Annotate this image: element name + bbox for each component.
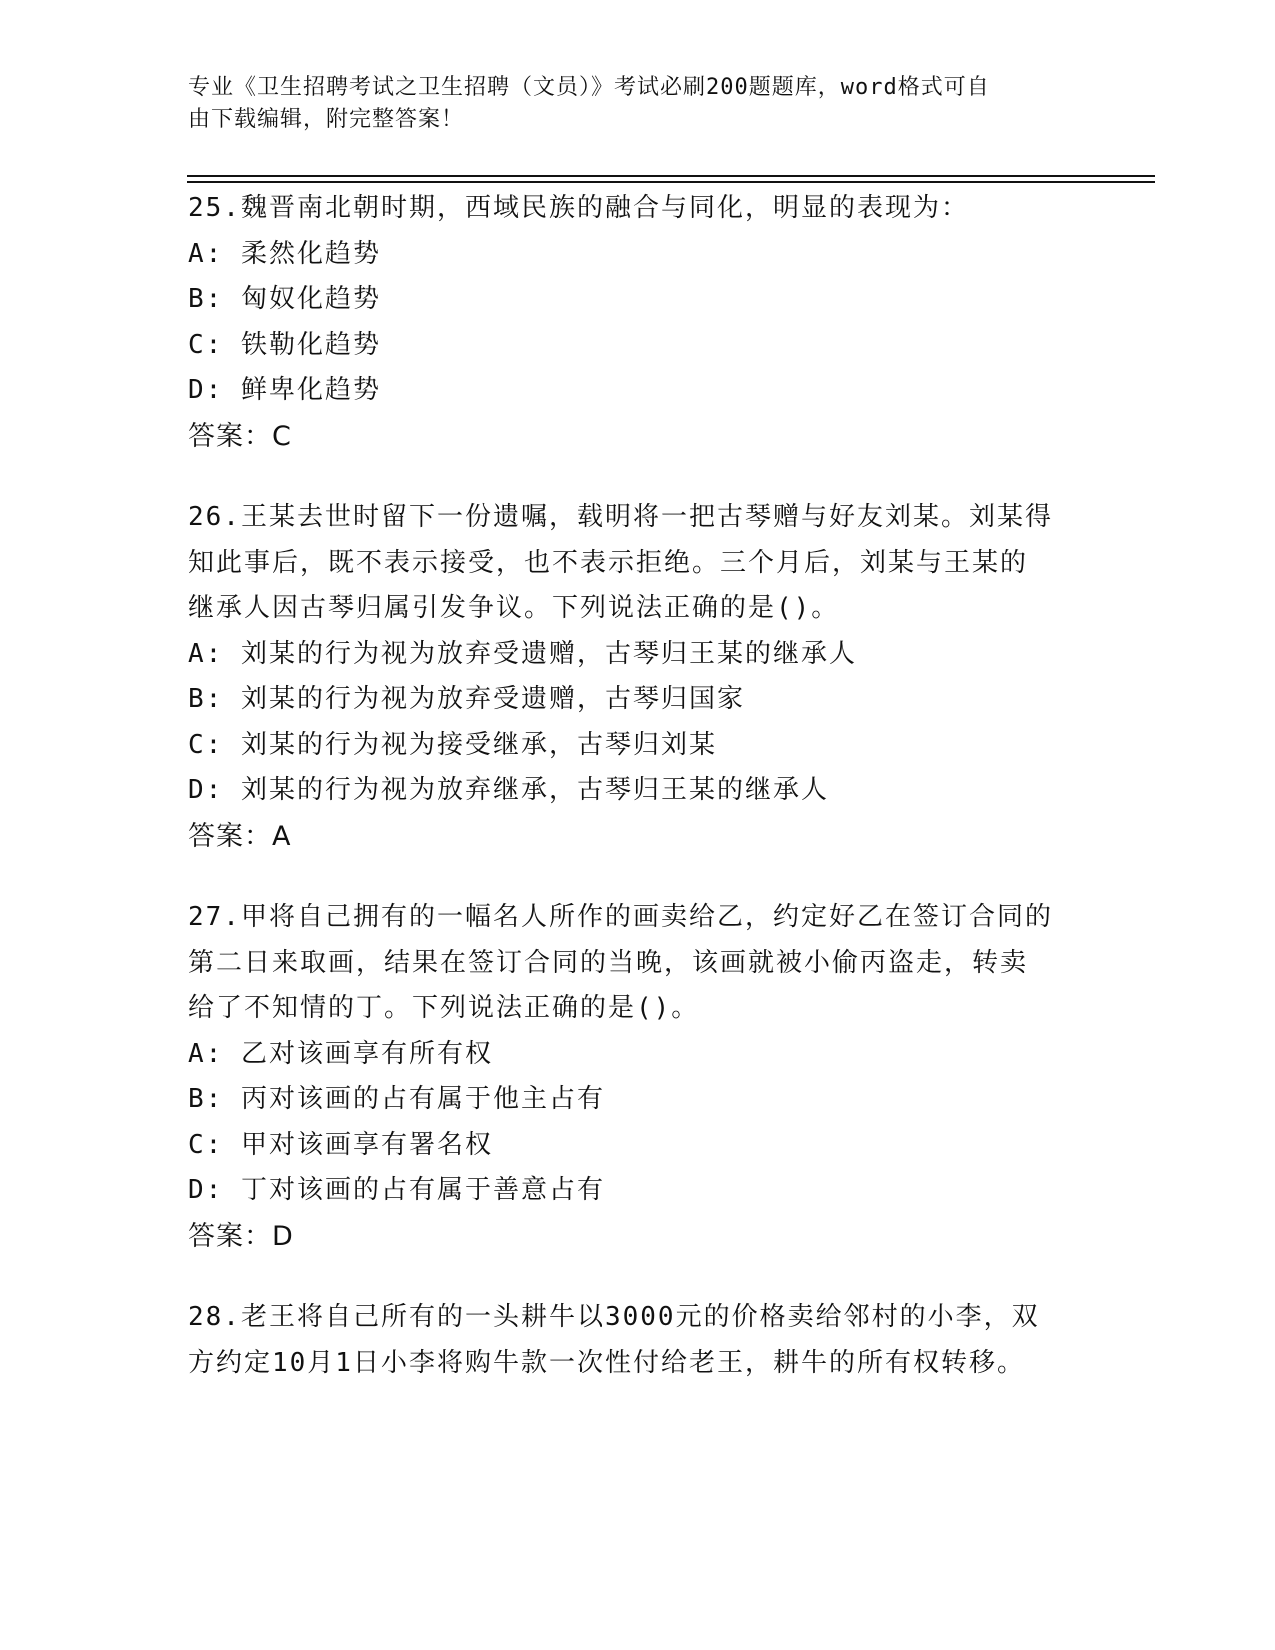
- question-28: [188, 1295, 1088, 1386]
- option-b: B: 刘某的行为视为放弃受遗赠，古琴归国家: [188, 684, 745, 714]
- option-c: C: 刘某的行为视为接受继承，古琴归刘某: [188, 729, 717, 760]
- document-header: [188, 72, 1068, 136]
- question-stem: 26.王某去世时留下一份遗嘱，载明将一把古琴赠与好友刘某。刘某得: [188, 502, 1053, 532]
- option-c: C: 铁勒化趋势: [188, 329, 381, 360]
- option-a: A: 柔然化趋势: [188, 238, 381, 269]
- option-b: B: 匈奴化趋势: [188, 284, 381, 314]
- option-c: C: 甲对该画享有署名权: [188, 1129, 493, 1160]
- option-a: A: 刘某的行为视为放弃受遗赠，古琴归王某的继承人: [188, 638, 857, 669]
- header-divider: [187, 181, 1155, 183]
- option-d: D: 丁对该画的占有属于善意占有: [188, 1175, 605, 1205]
- question-stem: 25.魏晋南北朝时期，西域民族的融合与同化，明显的表现为：: [188, 193, 969, 223]
- option-d: D: 刘某的行为视为放弃继承，古琴归王某的继承人: [188, 775, 829, 805]
- question-stem: 第二日来取画，结果在签订合同的当晚，该画就被小偷丙盗走，转卖: [188, 947, 1029, 978]
- question-stem: 27.甲将自己拥有的一幅名人所作的画卖给乙，约定好乙在签订合同的: [188, 902, 1053, 932]
- question-list: [188, 186, 1088, 1422]
- question-stem: 方约定10月1日小李将购牛款一次性付给老王，耕牛的所有权转移。: [188, 1347, 1025, 1378]
- question-stem: 知此事后，既不表示接受，也不表示拒绝。三个月后，刘某与王某的: [188, 547, 1029, 578]
- question-26: [188, 495, 1088, 859]
- header-line: 专业《卫生招聘考试之卫生招聘（文员）》考试必刷200题题库，word格式可自: [188, 75, 990, 100]
- header-line: 由下载编辑，附完整答案！: [188, 107, 465, 132]
- header-divider: [187, 175, 1155, 177]
- option-d: D: 鲜卑化趋势: [188, 375, 381, 405]
- answer: 答案：D: [188, 1220, 294, 1252]
- answer: 答案：A: [188, 820, 292, 852]
- question-25: [188, 186, 1088, 459]
- question-27: [188, 895, 1088, 1259]
- option-a: A: 乙对该画享有所有权: [188, 1038, 493, 1069]
- question-stem: 28.老王将自己所有的一头耕牛以3000元的价格卖给邻村的小李，双: [188, 1302, 1040, 1332]
- option-b: B: 丙对该画的占有属于他主占有: [188, 1084, 605, 1114]
- question-stem: 给了不知情的丁。下列说法正确的是()。: [188, 993, 700, 1023]
- answer: 答案：C: [188, 420, 292, 452]
- question-stem: 继承人因古琴归属引发争议。下列说法正确的是()。: [188, 593, 840, 623]
